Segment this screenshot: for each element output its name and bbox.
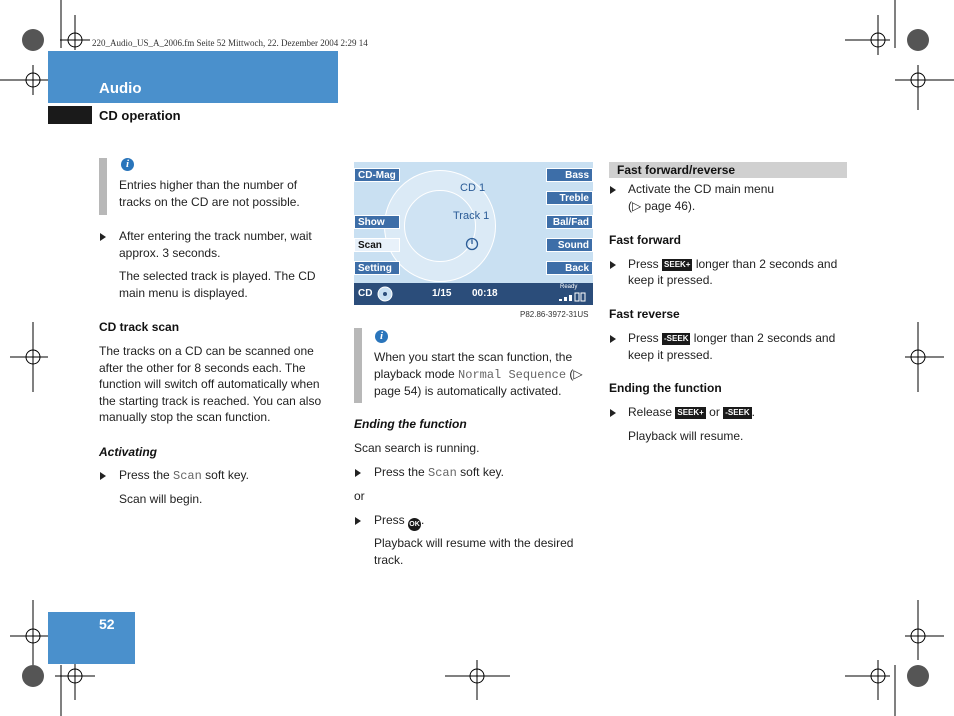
info-bar [99,158,107,215]
softkey-treble[interactable]: Treble [546,191,593,205]
figure-id: P82.86-3972-31US [520,310,589,319]
step-text: Press the Scan soft key. [374,465,504,480]
scan-running-text: Scan search is running. [354,441,480,455]
fast-reverse-heading: Fast reverse [609,307,680,321]
bullet-icon [610,186,616,194]
scan-key-label: Scan [173,469,202,483]
step-text: Press -SEEK longer than 2 seconds and [628,331,836,345]
track-label: Track 1 [453,210,490,222]
or-text: or [354,489,365,503]
info-bar [354,328,362,403]
disc-icon [375,286,395,302]
ending-function-heading: Ending the function [609,381,722,395]
scan-key-label: Scan [428,466,457,480]
info-text: Entries higher than the number of tracks on the CD are not possible. [119,178,300,209]
bullet-icon [610,409,616,417]
status-cd: CD [358,288,373,299]
softkey-bass[interactable]: Bass [546,168,593,182]
seek-minus-key: -SEEK [664,334,689,343]
status-bar [354,283,593,305]
seek-plus-key: SEEK+ [677,408,704,417]
info-text: When you start the scan function, the playback mode Normal Sequence (▷ page 54) is automatically activated. [374,350,583,398]
fast-forward-heading: Fast forward [609,233,682,247]
cd-screen [354,162,593,305]
info-icon: i [375,330,388,343]
step-result: Playback will resume. [628,429,744,443]
softkey-setting[interactable]: Setting [354,261,400,275]
mode-label: Normal Sequence [458,367,567,382]
bullet-icon [610,261,616,269]
scan-heading: CD track scan [99,320,180,334]
status-ready: Ready [560,284,578,290]
step-text: Press the Scan soft key. [119,468,249,483]
subsection-marker [48,106,92,124]
subsection-title: CD operation [99,108,181,123]
softkey-back[interactable]: Back [546,261,593,275]
bullet-icon [355,469,361,477]
step-result: Scan will begin. [119,492,203,506]
signal-strength-icon [559,292,589,302]
cd-label: CD 1 [460,182,486,194]
page-number: 52 [99,616,115,632]
step-text: Release SEEK+ or -SEEK . [628,405,755,419]
softkey-bal-fad[interactable]: Bal/Fad [546,215,593,229]
step-text: Press OK. [374,512,424,531]
page-reference: (▷ page 46). [628,199,696,213]
step-text: After entering the track number, wait approx. 3 seconds. [119,229,312,260]
info-icon: i [121,158,134,171]
softkey-show[interactable]: Show [354,215,400,229]
bullet-icon [355,517,361,525]
step-result: The selected track is played. The CD main menu is displayed. [119,269,316,300]
softkey-scan[interactable]: Scan [354,238,400,252]
seek-plus-key: SEEK+ [664,260,691,269]
page-number-box [48,612,135,664]
section-bar [48,51,338,103]
activating-heading: Activating [99,445,158,459]
bullet-icon [610,335,616,343]
status-time: 00:18 [472,288,498,299]
file-info-line: 220_Audio_US_A_2006.fm Seite 52 Mittwoch, 22. Dezember 2004 2:29 14 [92,38,368,48]
cd-disc-inner [404,190,476,262]
seek-minus-key: -SEEK [725,408,750,417]
bullet-icon [100,472,106,480]
step-text-cont: keep it pressed. [628,273,713,287]
scan-paragraph: The tracks on a CD can be scanned one after the other for 8 seconds each. The function will switch off automatically when the starting track is reached. You can also manually stop the scan function. [99,344,322,424]
step-text: Press SEEK+ longer than 2 seconds and [628,257,838,271]
scan-timer-icon [465,237,479,251]
section-title: Audio [99,80,142,97]
softkey-sound[interactable]: Sound [546,238,593,252]
step-result: Playback will resume with the desired track. [374,536,574,567]
step-text: Activate the CD main menu [628,182,775,196]
ending-heading: Ending the function [354,417,467,431]
fast-forward-reverse-heading: Fast forward/reverse [617,163,736,177]
bullet-icon [100,233,106,241]
status-track: 1/15 [432,288,452,299]
softkey-cd-mag[interactable]: CD-Mag [354,168,400,182]
ok-button-icon: OK [408,518,421,531]
step-text-cont: keep it pressed. [628,348,713,362]
